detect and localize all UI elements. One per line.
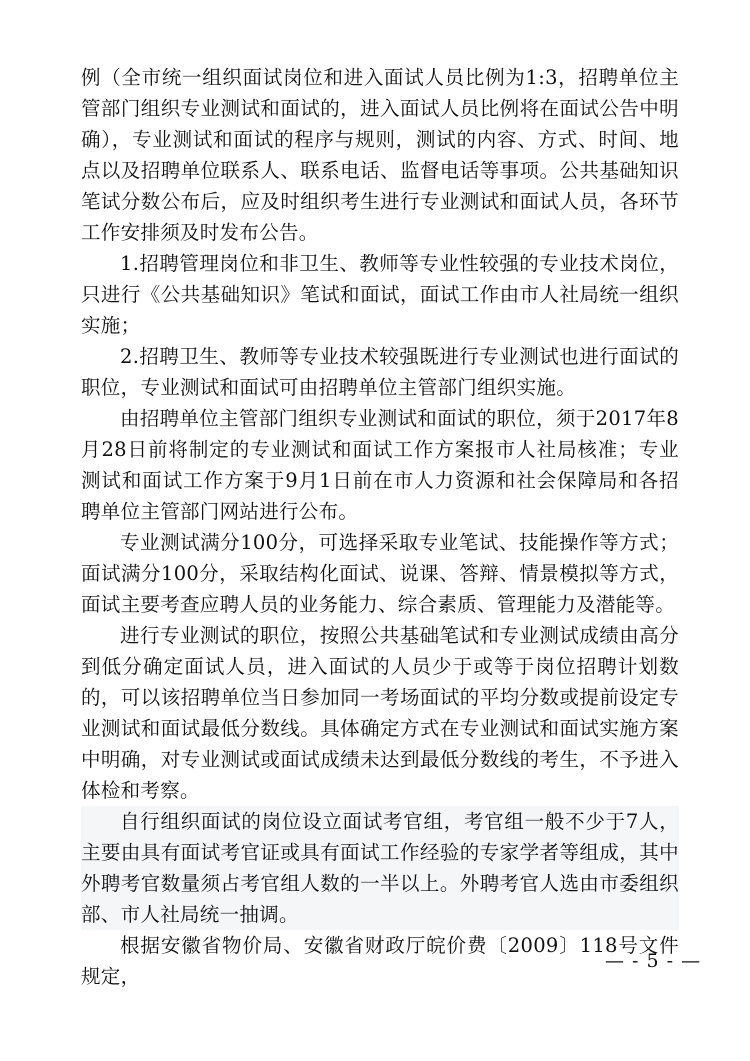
paragraph-examiners: 自行组织面试的岗位设立面试考官组，考官组一般不少于7人，主要由具有面试考官证或具有面试工作经验的专家学者等组成，其中外聘考官数量须占考官组人数的一半以上。外聘考官人选由市委组织部、市人社局统一抽调。: [81, 806, 679, 930]
paragraph-fees: 根据安徽省物价局、安徽省财政厅皖价费〔2009〕118号文件规定，: [81, 934, 679, 988]
paragraph-scoring: 专业测试满分100分，可选择采取专业笔试、技能操作等方式；面试满分100分，采取结构化面试、说课、答辩、情景模拟等方式，面试主要考查应聘人员的业务能力、综合素质、管理能力及潜能等。: [81, 531, 679, 616]
paragraph-schedule: 由招聘单位主管部门组织专业测试和面试的职位，须于2017年8月28日前将制定的专业测试和面试工作方案报市人社局核准；专业测试和面试工作方案于9月1日前在市人力资源和社会保障局和各招聘单位主管部门网站进行公布。: [81, 407, 679, 523]
paragraph-continued: 例（全市统一组织面试岗位和进入面试人员比例为1:3，招聘单位主管部门组织专业测试和面试的，进入面试人员比例将在面试公告中明确），专业测试和面试的程序与规则，测试的内容、方式、时间、地点以及招聘单位联系人、联系电话、监督电话等事项。公共基础知识笔试分数公布后，应及时组织考生进行专业测试和面试人员，各环节工作安排须及时发布公告。: [81, 66, 679, 244]
paragraph-item-2: 2.招聘卫生、教师等专业技术较强既进行专业测试也进行面试的职位，专业测试和面试可由招聘单位主管部门组织实施。: [81, 345, 679, 399]
document-body: [81, 62, 679, 992]
page-number: — - 5 - —: [605, 950, 702, 972]
paragraph-item-1: 1.招聘管理岗位和非卫生、教师等专业性较强的专业技术岗位，只进行《公共基础知识》笔试和面试，面试工作由市人社局统一组织实施；: [81, 252, 679, 337]
paragraph-selection: 进行专业测试的职位，按照公共基础笔试和专业测试成绩由高分到低分确定面试人员，进入面试的人员少于或等于岗位招聘计划数的，可以该招聘单位当日参加同一考场面试的平均分数或提前设定专业测试和面试最低分数线。具体确定方式在专业测试和面试实施方案中明确，对专业测试或面试成绩未达到最低分数线的考生，不予进入体检和考察。: [81, 624, 679, 802]
